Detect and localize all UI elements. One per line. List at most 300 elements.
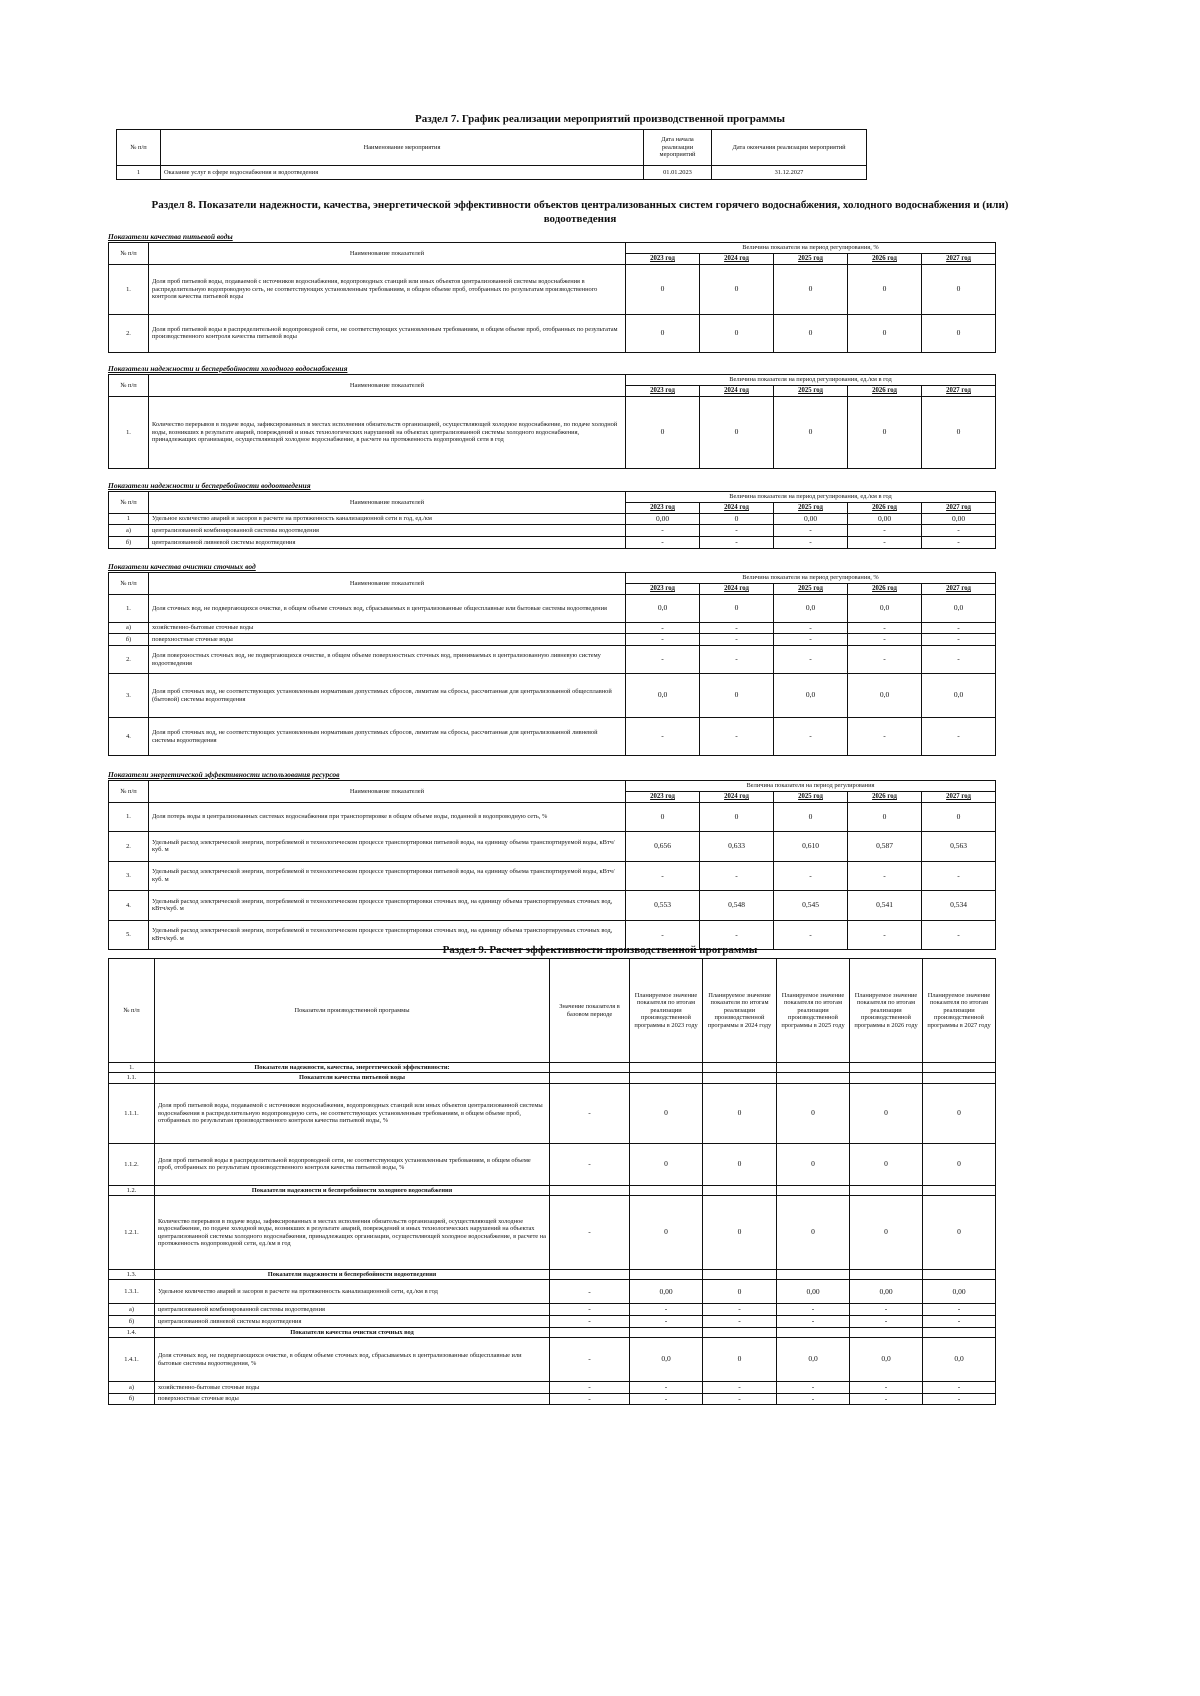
value-2026: - — [848, 622, 922, 634]
table-row — [109, 802, 996, 831]
value-2027: 0 — [922, 802, 996, 831]
year-2026: 2026 год — [848, 254, 922, 265]
year-2025: 2025 год — [774, 386, 848, 397]
value-2024: - — [700, 525, 774, 537]
table-row — [109, 622, 996, 634]
value-2025: - — [777, 1393, 850, 1405]
value-2025: 0,545 — [774, 890, 848, 920]
value-2025: - — [774, 920, 848, 949]
group-title: Показатели надежности и бесперебойности водоотведения — [155, 1270, 550, 1280]
row-number: 1.1. — [109, 1073, 155, 1083]
row-name: централизованной ливневой системы водоотведения — [149, 537, 626, 549]
value-2026: 0,00 — [848, 513, 922, 525]
subheading-wastewater-quality: Показатели качества очистки сточных вод — [108, 562, 256, 571]
col-number: № п/п — [109, 375, 149, 397]
row-number: 1.2.1. — [109, 1196, 155, 1270]
value-2027: - — [922, 537, 996, 549]
value-2027: - — [922, 861, 996, 890]
value-base: - — [550, 1083, 630, 1143]
row-name: Доля проб сточных вод, не соответствующих установленным нормативам допустимых сбросов, лимитам на сбросы, рассчитанная для централизованной ливневой системы водоотведения — [149, 718, 626, 756]
value-base: - — [550, 1280, 630, 1304]
row-name: централизованной комбинированной системы водоотведения — [155, 1304, 550, 1316]
value-2024: 0 — [700, 594, 774, 622]
period-value-header: Величина показателя на период регулирования — [626, 781, 996, 792]
value-base: - — [550, 1196, 630, 1270]
col-start-date: Дата начала реализации мероприятий — [644, 130, 712, 166]
value-2025: 0 — [774, 802, 848, 831]
table-row — [109, 646, 996, 674]
table-row — [109, 594, 996, 622]
subheading-water-quality: Показатели качества питьевой воды — [108, 232, 233, 241]
year-2024: 2024 год — [700, 503, 774, 514]
value-2024: 0 — [703, 1280, 777, 1304]
col-plan-2025: Планируемое значение показателя по итогам реализации производственной программы в 2025 году — [777, 959, 850, 1063]
year-2024: 2024 год — [700, 792, 774, 803]
value-2027: - — [922, 718, 996, 756]
row-name: Доля проб питьевой воды в распределительной водопроводной сети, не соответствующих установленным требованиям, в общем объеме проб, отобранных по результатам производственного контроля качества питьевой воды — [149, 314, 626, 352]
col-indicator-name: Наименование показателей — [149, 375, 626, 397]
value-2025: 0 — [774, 396, 848, 468]
row-name: Доля проб питьевой воды, подаваемой с источников водоснабжения, водопроводных станций или иных объектов централизованной системы водоснабжения в распределительную водопроводную сеть, не соответствующих установленным требованиям, в общем объеме проб, отобранных по результатам производственного контроля качества питьевой воды, % — [155, 1083, 550, 1143]
period-value-header: Величина показателя на период регулирования, % — [626, 243, 996, 254]
table-row — [109, 1143, 996, 1185]
table-row — [109, 674, 996, 718]
value-2023: 0 — [626, 264, 700, 314]
row-name: Доля проб сточных вод, не соответствующих установленным нормативам допустимых сбросов, лимитам на сбросы, рассчитанная для централизованной общесплавной (бытовой) системы водоотведения — [149, 674, 626, 718]
row-number: б) — [109, 1316, 155, 1328]
year-2023: 2023 год — [626, 386, 700, 397]
row-name: Доля сточных вод, не подвергающихся очистке, в общем объеме сточных вод, сбрасываемых в централизованные общесплавные или бытовые системы водоотведения, % — [155, 1338, 550, 1382]
value-base: - — [550, 1316, 630, 1328]
year-2027: 2027 год — [922, 386, 996, 397]
group-title: Показатели качества питьевой воды — [155, 1073, 550, 1083]
group-row — [109, 1270, 996, 1280]
value-2025: - — [774, 646, 848, 674]
col-indicator-name: Наименование показателей — [149, 492, 626, 514]
value-2025: 0,00 — [777, 1280, 850, 1304]
row-number: 1.3. — [109, 1270, 155, 1280]
year-2024: 2024 год — [700, 386, 774, 397]
value-2025: 0,610 — [774, 831, 848, 861]
row-number: 2. — [109, 314, 149, 352]
value-2026: - — [848, 718, 922, 756]
year-2024: 2024 год — [700, 254, 774, 265]
col-base-value: Значение показателя в базовом периоде — [550, 959, 630, 1063]
value-2026: 0,0 — [850, 1338, 923, 1382]
row-name: Удельное количество аварий и засоров в расчете на протяженность канализационной сети в год, ед./км — [149, 513, 626, 525]
row-number: 1. — [109, 1063, 155, 1073]
value-2027: - — [923, 1393, 996, 1405]
value-2024: 0 — [703, 1083, 777, 1143]
row-number: 1. — [109, 396, 149, 468]
row-name: Доля проб питьевой воды в распределительной водопроводной сети, не соответствующих установленным требованиям, в общем объеме проб, отобранных по результатам производственного контроля качества питьевой воды, % — [155, 1143, 550, 1185]
col-number: № п/п — [109, 243, 149, 265]
col-plan-2023: Планируемое значение показателя по итогам реализации производственной программы в 2023 году — [630, 959, 703, 1063]
value-2027: 0,534 — [922, 890, 996, 920]
group-title: Показатели надежности и бесперебойности холодного водоснабжения — [155, 1185, 550, 1195]
value-2024: - — [700, 861, 774, 890]
col-indicator-name: Наименование показателей — [149, 243, 626, 265]
year-2027: 2027 год — [922, 254, 996, 265]
value-2024: 0 — [700, 802, 774, 831]
value-2025: - — [774, 525, 848, 537]
row-number: б) — [109, 634, 149, 646]
row-name: поверхностные сточные воды — [155, 1393, 550, 1405]
value-2024: - — [700, 634, 774, 646]
row-name: Удельный расход электрической энергии, потребляемой в технологическом процессе транспортировки сточных вод, на единицу объема транспортируемых сточных вод, кВтч/куб. м — [149, 890, 626, 920]
col-activity-name: Наименование мероприятия — [161, 130, 644, 166]
value-2026: 0 — [850, 1083, 923, 1143]
group-row — [109, 1063, 996, 1073]
value-2027: 0 — [923, 1143, 996, 1185]
col-end-date: Дата окончания реализации мероприятий — [712, 130, 867, 166]
value-2025: - — [777, 1316, 850, 1328]
value-2026: 0 — [848, 264, 922, 314]
value-2026: - — [848, 861, 922, 890]
value-2027: 0,0 — [922, 674, 996, 718]
table-row — [109, 1196, 996, 1270]
value-2023: - — [626, 634, 700, 646]
table-program-efficiency — [108, 958, 996, 1405]
col-number: № п/п — [109, 781, 149, 803]
row-number: 1.4. — [109, 1327, 155, 1337]
table-row — [109, 1304, 996, 1316]
row-name: Удельный расход электрической энергии, потребляемой в технологическом процессе транспортировки питьевой воды, на единицу объема транспортируемой воды, кВтч/куб. м — [149, 861, 626, 890]
row-name: Удельное количество аварий и засоров в расчете на протяженность канализационной сети, ед./км в год — [155, 1280, 550, 1304]
value-2024: - — [700, 537, 774, 549]
group-title: Показатели надежности, качества, энергетической эффективности: — [155, 1063, 550, 1073]
value-2024: 0 — [700, 314, 774, 352]
row-name: поверхностные сточные воды — [149, 634, 626, 646]
value-2026: 0 — [848, 314, 922, 352]
value-2026: - — [850, 1382, 923, 1394]
year-2025: 2025 год — [774, 792, 848, 803]
subheading-energy-efficiency: Показатели энергетической эффективности использования ресурсов — [108, 770, 340, 779]
value-2023: - — [626, 646, 700, 674]
section-9-title: Раздел 9. Расчет эффективности производственной программы — [442, 944, 758, 956]
value-2024: 0 — [700, 396, 774, 468]
value-2025: 0 — [777, 1143, 850, 1185]
value-2023: - — [630, 1393, 703, 1405]
row-number: а) — [109, 525, 149, 537]
subheading-drainage-reliability: Показатели надежности и бесперебойности водоотведения — [108, 481, 311, 490]
table-row — [109, 1382, 996, 1394]
value-2027: - — [923, 1316, 996, 1328]
value-2023: 0 — [626, 314, 700, 352]
value-2024: - — [700, 646, 774, 674]
year-2024: 2024 год — [700, 584, 774, 595]
row-number: 1.3.1. — [109, 1280, 155, 1304]
value-2025: 0 — [774, 264, 848, 314]
value-2026: - — [848, 525, 922, 537]
year-2023: 2023 год — [626, 792, 700, 803]
table-row — [109, 396, 996, 468]
row-number: 3. — [109, 674, 149, 718]
table-cold-water-reliability — [108, 374, 996, 469]
row-name: Доля поверхностных сточных вод, не подвергающихся очистке, в общем объеме поверхностных сточных вод, принимаемых в централизованную ливневую систему водоотведения — [149, 646, 626, 674]
value-2024: - — [700, 920, 774, 949]
table-row — [109, 861, 996, 890]
year-2027: 2027 год — [922, 792, 996, 803]
value-2024: - — [700, 622, 774, 634]
value-2023: - — [630, 1304, 703, 1316]
row-name: Доля потерь воды в централизованных системах водоснабжения при транспортировке в общем объеме воды, поданной в водопроводную сеть, % — [149, 802, 626, 831]
value-2025: 0 — [777, 1083, 850, 1143]
col-number: № п/п — [117, 130, 161, 166]
period-value-header: Величина показателя на период регулирования, ед./км в год — [626, 492, 996, 503]
value-2023: - — [626, 861, 700, 890]
value-2027: 0 — [922, 314, 996, 352]
value-2025: 0 — [777, 1196, 850, 1270]
section-8-title: Раздел 8. Показатели надежности, качества, энергетической эффективности объектов централизованных систем горячего водоснабжения, холодного водоснабжения и (или) водоотведения — [151, 199, 1009, 226]
table-row — [109, 314, 996, 352]
value-2024: 0 — [700, 513, 774, 525]
value-2023: - — [630, 1382, 703, 1394]
value-2027: - — [922, 525, 996, 537]
row-number: 5. — [109, 920, 149, 949]
value-2025: - — [774, 622, 848, 634]
value-base: - — [550, 1143, 630, 1185]
value-2026: - — [850, 1304, 923, 1316]
table-row — [109, 1280, 996, 1304]
table-row — [109, 537, 996, 549]
activity-end: 31.12.2027 — [712, 166, 867, 180]
value-2023: 0,00 — [630, 1280, 703, 1304]
row-number: 1.1.1. — [109, 1083, 155, 1143]
section-7-title: Раздел 7. График реализации мероприятий производственной программы — [415, 113, 785, 125]
activity-number: 1 — [117, 166, 161, 180]
group-row — [109, 1073, 996, 1083]
value-2026: 0,541 — [848, 890, 922, 920]
value-2025: - — [774, 718, 848, 756]
row-number: 2. — [109, 831, 149, 861]
row-number: 1 — [109, 513, 149, 525]
row-number: 2. — [109, 646, 149, 674]
value-2026: - — [848, 646, 922, 674]
value-2024: 0 — [703, 1143, 777, 1185]
row-name: хозяйственно-бытовые сточные воды — [155, 1382, 550, 1394]
group-row — [109, 1185, 996, 1195]
col-plan-2024: Планируемое значение показателя по итогам реализации производственной программы в 2024 году — [703, 959, 777, 1063]
row-number: 4. — [109, 890, 149, 920]
row-number: а) — [109, 1382, 155, 1394]
value-base: - — [550, 1382, 630, 1394]
value-2027: - — [923, 1304, 996, 1316]
year-2023: 2023 год — [626, 503, 700, 514]
period-value-header: Величина показателя на период регулирования, ед./км в год — [626, 375, 996, 386]
year-2027: 2027 год — [922, 584, 996, 595]
value-2026: 0 — [848, 802, 922, 831]
value-2023: - — [626, 622, 700, 634]
value-2023: - — [626, 525, 700, 537]
year-2025: 2025 год — [774, 503, 848, 514]
value-2023: - — [626, 537, 700, 549]
value-2025: - — [777, 1382, 850, 1394]
value-2023: - — [626, 718, 700, 756]
table-energy-efficiency — [108, 780, 996, 950]
table-row — [109, 525, 996, 537]
row-name: Количество перерывов в подаче воды, зафиксированных в местах исполнения обязательств организацией, осуществляющей холодное водоснабжение, по подаче холодной воды, возникших в результате аварий, повреждений и иных технологических нарушений на объектах централизованной системы холодного водоснабжения, принадлежащих организации, осуществляющей холодное водоснабжение, в расчете на протяженность водопроводной сети в год — [149, 396, 626, 468]
value-2023: 0,0 — [630, 1338, 703, 1382]
value-2026: 0 — [848, 396, 922, 468]
row-number: б) — [109, 1393, 155, 1405]
value-2023: 0,0 — [626, 594, 700, 622]
year-2026: 2026 год — [848, 584, 922, 595]
value-2025: - — [774, 861, 848, 890]
value-2025: 0,0 — [777, 1338, 850, 1382]
value-2024: - — [703, 1304, 777, 1316]
value-2023: 0,656 — [626, 831, 700, 861]
value-2027: 0,00 — [923, 1280, 996, 1304]
col-indicator-name: Наименование показателей — [149, 573, 626, 595]
value-base: - — [550, 1338, 630, 1382]
value-2025: 0,0 — [774, 594, 848, 622]
value-2027: 0 — [923, 1083, 996, 1143]
value-base: - — [550, 1304, 630, 1316]
row-number: 1.2. — [109, 1185, 155, 1195]
value-2026: 0 — [850, 1196, 923, 1270]
value-2025: 0,0 — [774, 674, 848, 718]
table-row — [109, 1083, 996, 1143]
value-2026: - — [848, 920, 922, 949]
value-2027: - — [922, 622, 996, 634]
value-2024: 0,633 — [700, 831, 774, 861]
value-2027: 0 — [922, 264, 996, 314]
row-number: 1. — [109, 264, 149, 314]
table-water-quality — [108, 242, 996, 353]
value-2024: 0,548 — [700, 890, 774, 920]
year-2026: 2026 год — [848, 386, 922, 397]
table-row — [109, 513, 996, 525]
value-2026: 0,0 — [848, 594, 922, 622]
col-plan-2027: Планируемое значение показателя по итогам реализации производственной программы в 2027 году — [923, 959, 996, 1063]
value-2027: 0,0 — [922, 594, 996, 622]
year-2023: 2023 год — [626, 584, 700, 595]
row-name: Удельный расход электрической энергии, потребляемой в технологическом процессе транспортировки сточных вод, на единицу объема транспортируемых сточных вод, кВтч/куб. м — [149, 920, 626, 949]
row-name: централизованной комбинированной системы водоотведения — [149, 525, 626, 537]
table-row — [109, 264, 996, 314]
table-row — [109, 890, 996, 920]
table-drainage-reliability — [108, 491, 996, 549]
value-2023: 0 — [630, 1196, 703, 1270]
row-number: б) — [109, 537, 149, 549]
value-2026: - — [848, 634, 922, 646]
row-name: Доля сточных вод, не подвергающихся очистке, в общем объеме сточных вод, сбрасываемых в централизованные общесплавные или бытовые системы водоотведения — [149, 594, 626, 622]
row-name: хозяйственно-бытовые сточные воды — [149, 622, 626, 634]
row-name: Количество перерывов в подаче воды, зафиксированных в местах исполнения обязательств организацией, осуществляющей холодное водоснабжение, по подаче холодной воды, возникших в результате аварий, повреждений и иных технологических нарушений на объектах централизованной системы холодного водоснабжения, принадлежащих организации, осуществляющей холодное водоснабжение, в расчете на протяженность водопроводной сети, ед./км в год — [155, 1196, 550, 1270]
value-2027: 0 — [923, 1196, 996, 1270]
table-row — [109, 718, 996, 756]
value-2026: 0 — [850, 1143, 923, 1185]
row-number: 1.4.1. — [109, 1338, 155, 1382]
col-plan-2026: Планируемое значение показателя по итогам реализации производственной программы в 2026 году — [850, 959, 923, 1063]
value-2023: 0,00 — [626, 513, 700, 525]
value-2023: 0 — [630, 1083, 703, 1143]
subheading-cold-water-reliability: Показатели надежности и бесперебойности холодного водоснабжения — [108, 364, 348, 373]
row-name: Доля проб питьевой воды, подаваемой с источников водоснабжения, водопроводных станций или иных объектов централизованной системы водоснабжения в распределительную водопроводную сеть, не соответствующих установленным требованиям, в общем объеме проб, отобранных по результатам производственного контроля качества питьевой воды — [149, 264, 626, 314]
value-2023: 0 — [626, 802, 700, 831]
value-2023: 0,0 — [626, 674, 700, 718]
col-number: № п/п — [109, 492, 149, 514]
table-row — [109, 1393, 996, 1405]
value-2024: 0 — [700, 674, 774, 718]
col-indicator-name: Показатели производственной программы — [155, 959, 550, 1063]
year-2025: 2025 год — [774, 584, 848, 595]
value-2026: 0,00 — [850, 1280, 923, 1304]
table-row — [109, 1316, 996, 1328]
value-2024: 0 — [700, 264, 774, 314]
value-2026: - — [848, 537, 922, 549]
activity-start: 01.01.2023 — [644, 166, 712, 180]
value-base: - — [550, 1393, 630, 1405]
table-row — [109, 1338, 996, 1382]
row-name: централизованной ливневой системы водоотведения — [155, 1316, 550, 1328]
value-2026: 0,0 — [848, 674, 922, 718]
value-2025: - — [774, 537, 848, 549]
year-2023: 2023 год — [626, 254, 700, 265]
table-row — [109, 634, 996, 646]
row-number: а) — [109, 1304, 155, 1316]
value-2025: - — [774, 634, 848, 646]
value-2025: 0 — [774, 314, 848, 352]
value-2024: 0 — [703, 1338, 777, 1382]
value-2023: 0 — [630, 1143, 703, 1185]
period-value-header: Величина показателя на период регулирования, % — [626, 573, 996, 584]
value-2027: - — [922, 634, 996, 646]
value-2024: - — [703, 1382, 777, 1394]
table-wastewater-quality — [108, 572, 996, 756]
value-2023: - — [630, 1316, 703, 1328]
col-indicator-name: Наименование показателей — [149, 781, 626, 803]
table-row — [109, 831, 996, 861]
group-title: Показатели качества очистки сточных вод — [155, 1327, 550, 1337]
value-2026: - — [850, 1393, 923, 1405]
value-2025: - — [777, 1304, 850, 1316]
year-2026: 2026 год — [848, 503, 922, 514]
activity-name: Оказание услуг в сфере водоснабжения и водоотведения — [161, 166, 644, 180]
row-number: 1. — [109, 594, 149, 622]
value-2024: - — [703, 1393, 777, 1405]
value-2027: - — [922, 646, 996, 674]
row-number: 1.1.2. — [109, 1143, 155, 1185]
schedule-table — [116, 129, 867, 180]
year-2027: 2027 год — [922, 503, 996, 514]
value-2027: 0 — [922, 396, 996, 468]
year-2025: 2025 год — [774, 254, 848, 265]
value-2023: 0 — [626, 396, 700, 468]
value-2024: - — [703, 1316, 777, 1328]
row-number: а) — [109, 622, 149, 634]
col-number: № п/п — [109, 959, 155, 1063]
value-2026: 0,587 — [848, 831, 922, 861]
value-2023: - — [626, 920, 700, 949]
value-2027: 0,00 — [922, 513, 996, 525]
col-number: № п/п — [109, 573, 149, 595]
value-2023: 0,553 — [626, 890, 700, 920]
value-2026: - — [850, 1316, 923, 1328]
value-2027: - — [923, 1382, 996, 1394]
value-2024: 0 — [703, 1196, 777, 1270]
year-2026: 2026 год — [848, 792, 922, 803]
row-name: Удельный расход электрической энергии, потребляемой в технологическом процессе транспортировки питьевой воды, на единицу объема транспортируемой воды, кВтч/куб. м — [149, 831, 626, 861]
value-2027: 0,0 — [923, 1338, 996, 1382]
value-2024: - — [700, 718, 774, 756]
value-2025: 0,00 — [774, 513, 848, 525]
row-number: 4. — [109, 718, 149, 756]
value-2027: 0,563 — [922, 831, 996, 861]
row-number: 3. — [109, 861, 149, 890]
row-number: 1. — [109, 802, 149, 831]
